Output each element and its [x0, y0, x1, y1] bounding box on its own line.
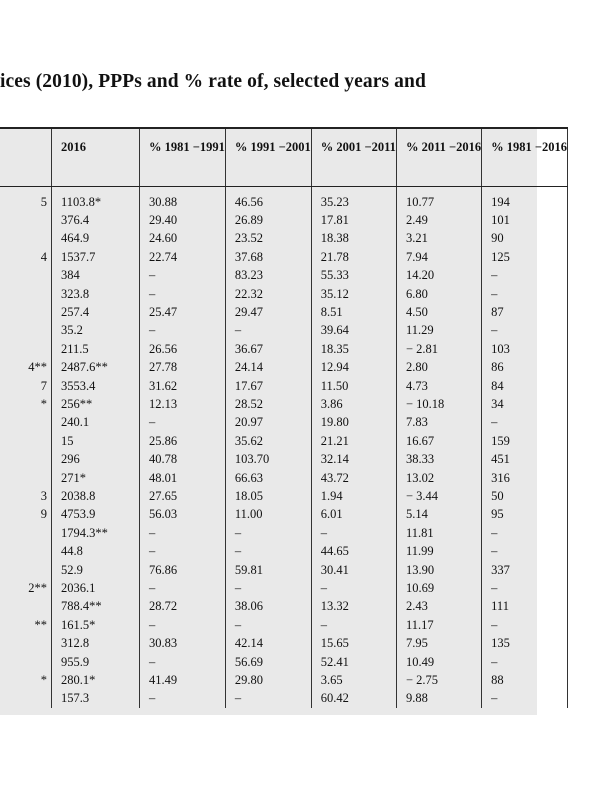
table-cell: 3.65: [311, 671, 396, 689]
table-cell: –: [482, 616, 568, 634]
table-row: [0, 689, 568, 707]
table-row: [0, 413, 568, 431]
column-header: % 1991 −2001: [225, 128, 311, 186]
table-cell: 11.00: [225, 505, 311, 523]
table-row: [0, 211, 568, 229]
table-cell: 35.12: [311, 285, 396, 303]
table-row: [0, 469, 568, 487]
table-cell: 25.86: [140, 432, 226, 450]
table-body: [0, 186, 568, 708]
table-cell: 2038.8: [52, 487, 140, 505]
table-cell: –: [140, 579, 226, 597]
table-cell: 83.23: [225, 266, 311, 284]
table-cell: 6.01: [311, 505, 396, 523]
table-cell: 27.78: [140, 358, 226, 376]
table-row: [0, 597, 568, 615]
table-cell: 41.49: [140, 671, 226, 689]
table-cell: 10.69: [396, 579, 481, 597]
table-row: [0, 229, 568, 247]
table-cell: [0, 303, 52, 321]
table-cell: 43.72: [311, 469, 396, 487]
table-cell: –: [482, 542, 568, 560]
table-cell: 11.29: [396, 321, 481, 339]
table-cell: [0, 413, 52, 431]
data-table: [0, 127, 568, 708]
table-cell: –: [482, 266, 568, 284]
table-cell: –: [311, 524, 396, 542]
table-cell: 29.47: [225, 303, 311, 321]
table-cell: 4: [40, 249, 47, 264]
table-cell: 1103.8*: [52, 186, 140, 211]
table-cell: 21.78: [311, 248, 396, 266]
table-cell: 15.65: [311, 634, 396, 652]
table-cell: 26.56: [140, 340, 226, 358]
table-cell: 29.40: [140, 211, 226, 229]
table-row: [0, 505, 568, 523]
table-cell: –: [140, 321, 226, 339]
table-cell: 90: [482, 229, 568, 247]
table-cell: –: [140, 524, 226, 542]
table-row: [0, 634, 568, 652]
table-row: [0, 340, 568, 358]
table-cell: 4**: [28, 360, 47, 375]
table-cell: 4.73: [396, 377, 481, 395]
table-cell: –: [140, 266, 226, 284]
table-cell: 44.8: [52, 542, 140, 560]
table-cell: 384: [52, 266, 140, 284]
table-cell: 52.9: [52, 561, 140, 579]
table-cell: 9.88: [396, 689, 481, 707]
table-cell: 19.80: [311, 413, 396, 431]
table-cell: 27.65: [140, 487, 226, 505]
table-cell: 1.94: [311, 487, 396, 505]
table-row: [0, 450, 568, 468]
table-cell: 10.77: [396, 186, 481, 211]
table-cell: 23.52: [225, 229, 311, 247]
table-cell: [0, 561, 52, 579]
table-cell: [0, 469, 52, 487]
table-cell: [0, 211, 52, 229]
table-row: [0, 186, 568, 211]
table-cell: 451: [482, 450, 568, 468]
table-cell: 3.86: [311, 395, 396, 413]
table-row: [0, 579, 568, 597]
table-cell: 24.14: [225, 358, 311, 376]
table-cell: *: [40, 673, 47, 688]
table-cell: 194: [482, 186, 568, 211]
table-cell: 256**: [52, 395, 140, 413]
table-cell: 2036.1: [52, 579, 140, 597]
table-cell: 11.50: [311, 377, 396, 395]
table-cell: − 3.44: [396, 487, 481, 505]
table-cell: 271*: [52, 469, 140, 487]
table-cell: 7.83: [396, 413, 481, 431]
table-cell: − 2.75: [396, 671, 481, 689]
table-cell: 6.80: [396, 285, 481, 303]
table-cell: –: [140, 689, 226, 707]
table-cell: –: [482, 524, 568, 542]
column-header: % 1981 −1991: [140, 128, 226, 186]
table-cell: *: [40, 396, 47, 411]
table-cell: 95: [482, 505, 568, 523]
table-cell: 52.41: [311, 653, 396, 671]
table-cell: –: [225, 616, 311, 634]
table-cell: 13.32: [311, 597, 396, 615]
table-row: [0, 561, 568, 579]
table-cell: 1794.3**: [52, 524, 140, 542]
table-cell: 788.4**: [52, 597, 140, 615]
table-cell: 13.90: [396, 561, 481, 579]
table-cell: 18.05: [225, 487, 311, 505]
table-cell: 35.23: [311, 186, 396, 211]
table-cell: **: [34, 617, 47, 632]
table-cell: 56.69: [225, 653, 311, 671]
table-cell: 48.01: [140, 469, 226, 487]
table-row: [0, 321, 568, 339]
table-cell: 22.74: [140, 248, 226, 266]
table-cell: [0, 340, 52, 358]
table-cell: 15: [52, 432, 140, 450]
column-header: [0, 128, 52, 186]
table-row: [0, 671, 568, 689]
table-cell: 21.21: [311, 432, 396, 450]
table-cell: 60.42: [311, 689, 396, 707]
table-cell: 20.97: [225, 413, 311, 431]
table-cell: 18.35: [311, 340, 396, 358]
table-cell: 31.62: [140, 377, 226, 395]
table-row: [0, 653, 568, 671]
table-cell: 296: [52, 450, 140, 468]
column-header: % 2011 −2016: [396, 128, 481, 186]
table-cell: –: [482, 689, 568, 707]
table-cell: 101: [482, 211, 568, 229]
table-row: [0, 285, 568, 303]
table-cell: 16.67: [396, 432, 481, 450]
table-cell: 111: [482, 597, 568, 615]
table-cell: 337: [482, 561, 568, 579]
table-cell: 2**: [28, 581, 47, 596]
table-cell: 17.67: [225, 377, 311, 395]
table-cell: [0, 432, 52, 450]
table-cell: 103.70: [225, 450, 311, 468]
table-cell: –: [311, 579, 396, 597]
table-cell: [0, 524, 52, 542]
table-cell: 84: [482, 377, 568, 395]
table-row: [0, 395, 568, 413]
header-row: [0, 128, 568, 186]
table-cell: 25.47: [140, 303, 226, 321]
table-cell: –: [311, 616, 396, 634]
table-cell: 103: [482, 340, 568, 358]
table-cell: 30.88: [140, 186, 226, 211]
table-cell: [0, 689, 52, 707]
table-cell: 161.5*: [52, 616, 140, 634]
table-cell: [0, 634, 52, 652]
table-cell: 36.67: [225, 340, 311, 358]
table-cell: 312.8: [52, 634, 140, 652]
table-cell: 125: [482, 248, 568, 266]
table-cell: –: [225, 524, 311, 542]
table-cell: 30.83: [140, 634, 226, 652]
table-cell: 28.72: [140, 597, 226, 615]
table-cell: 2.80: [396, 358, 481, 376]
table-cell: 11.81: [396, 524, 481, 542]
table-cell: 87: [482, 303, 568, 321]
column-header: 2016: [52, 128, 140, 186]
table-cell: 22.32: [225, 285, 311, 303]
table-cell: 46.56: [225, 186, 311, 211]
table-cell: 257.4: [52, 303, 140, 321]
table-cell: 280.1*: [52, 671, 140, 689]
table-cell: 7: [40, 378, 47, 393]
table-cell: 12.13: [140, 395, 226, 413]
table-row: [0, 377, 568, 395]
table-cell: 38.33: [396, 450, 481, 468]
table-cell: 4753.9: [52, 505, 140, 523]
table-cell: 66.63: [225, 469, 311, 487]
table-row: [0, 303, 568, 321]
table-cell: [0, 653, 52, 671]
table-row: [0, 358, 568, 376]
table-cell: –: [225, 689, 311, 707]
page-title: ices (2010), PPPs and % rate of, selected years and: [0, 71, 426, 92]
table-cell: 5: [40, 194, 47, 209]
table-cell: [0, 542, 52, 560]
table-cell: 3.21: [396, 229, 481, 247]
table-cell: –: [140, 616, 226, 634]
table-cell: 39.64: [311, 321, 396, 339]
table-cell: 88: [482, 671, 568, 689]
table-row: [0, 616, 568, 634]
table-cell: 1537.7: [52, 248, 140, 266]
table-row: [0, 524, 568, 542]
table-cell: 86: [482, 358, 568, 376]
table-cell: − 2.81: [396, 340, 481, 358]
table-cell: [0, 266, 52, 284]
column-header: % 2001 −2011: [311, 128, 396, 186]
table-cell: 316: [482, 469, 568, 487]
table-cell: 50: [482, 487, 568, 505]
table-cell: 14.20: [396, 266, 481, 284]
table-cell: 42.14: [225, 634, 311, 652]
table-cell: 3: [40, 489, 47, 503]
table-cell: 8.51: [311, 303, 396, 321]
table-cell: 157.3: [52, 689, 140, 707]
table-cell: 24.60: [140, 229, 226, 247]
table-cell: 28.52: [225, 395, 311, 413]
table-cell: 35.62: [225, 432, 311, 450]
table-cell: 5.14: [396, 505, 481, 523]
table-cell: –: [482, 579, 568, 597]
table-cell: 376.4: [52, 211, 140, 229]
table-cell: –: [140, 542, 226, 560]
table-cell: 56.03: [140, 505, 226, 523]
table-cell: 40.78: [140, 450, 226, 468]
table-cell: 30.41: [311, 561, 396, 579]
table-cell: –: [140, 653, 226, 671]
table-cell: –: [482, 321, 568, 339]
column-header: % 1981 −2016: [482, 128, 568, 186]
table-cell: 9: [40, 507, 47, 522]
table-cell: 18.38: [311, 229, 396, 247]
table-cell: [0, 229, 52, 247]
table-cell: 44.65: [311, 542, 396, 560]
table-cell: − 10.18: [396, 395, 481, 413]
table-cell: 55.33: [311, 266, 396, 284]
table-cell: 2.43: [396, 597, 481, 615]
table-cell: –: [140, 285, 226, 303]
table-cell: –: [482, 413, 568, 431]
table-cell: –: [225, 542, 311, 560]
table-cell: 955.9: [52, 653, 140, 671]
table-cell: 4.50: [396, 303, 481, 321]
table-cell: 59.81: [225, 561, 311, 579]
table-row: [0, 542, 568, 560]
table-cell: [0, 597, 52, 615]
table-cell: –: [482, 653, 568, 671]
table-row: [0, 248, 568, 266]
table-cell: 3553.4: [52, 377, 140, 395]
table-row: [0, 266, 568, 284]
table-cell: 32.14: [311, 450, 396, 468]
table-cell: 11.17: [396, 616, 481, 634]
table-cell: 35.2: [52, 321, 140, 339]
table-cell: –: [225, 321, 311, 339]
table-cell: [0, 450, 52, 468]
table-cell: 2487.6**: [52, 358, 140, 376]
table-cell: 211.5: [52, 340, 140, 358]
table-cell: 17.81: [311, 211, 396, 229]
table-cell: –: [225, 579, 311, 597]
table-cell: 7.95: [396, 634, 481, 652]
table-cell: 38.06: [225, 597, 311, 615]
table-cell: [0, 321, 52, 339]
table-cell: 11.99: [396, 542, 481, 560]
table-cell: 37.68: [225, 248, 311, 266]
table-cell: [0, 285, 52, 303]
table-cell: 13.02: [396, 469, 481, 487]
table-cell: 2.49: [396, 211, 481, 229]
table-cell: –: [140, 413, 226, 431]
table-cell: 10.49: [396, 653, 481, 671]
table-cell: 29.80: [225, 671, 311, 689]
table-cell: 12.94: [311, 358, 396, 376]
table-cell: 323.8: [52, 285, 140, 303]
table-row: [0, 432, 568, 450]
table-cell: 34: [482, 395, 568, 413]
table-cell: –: [482, 285, 568, 303]
table-cell: 240.1: [52, 413, 140, 431]
table-cell: 26.89: [225, 211, 311, 229]
table-cell: 159: [482, 432, 568, 450]
table-row: [0, 487, 568, 505]
table-cell: 135: [482, 634, 568, 652]
table-cell: 7.94: [396, 248, 481, 266]
table-cell: 464.9: [52, 229, 140, 247]
table-cell: 76.86: [140, 561, 226, 579]
